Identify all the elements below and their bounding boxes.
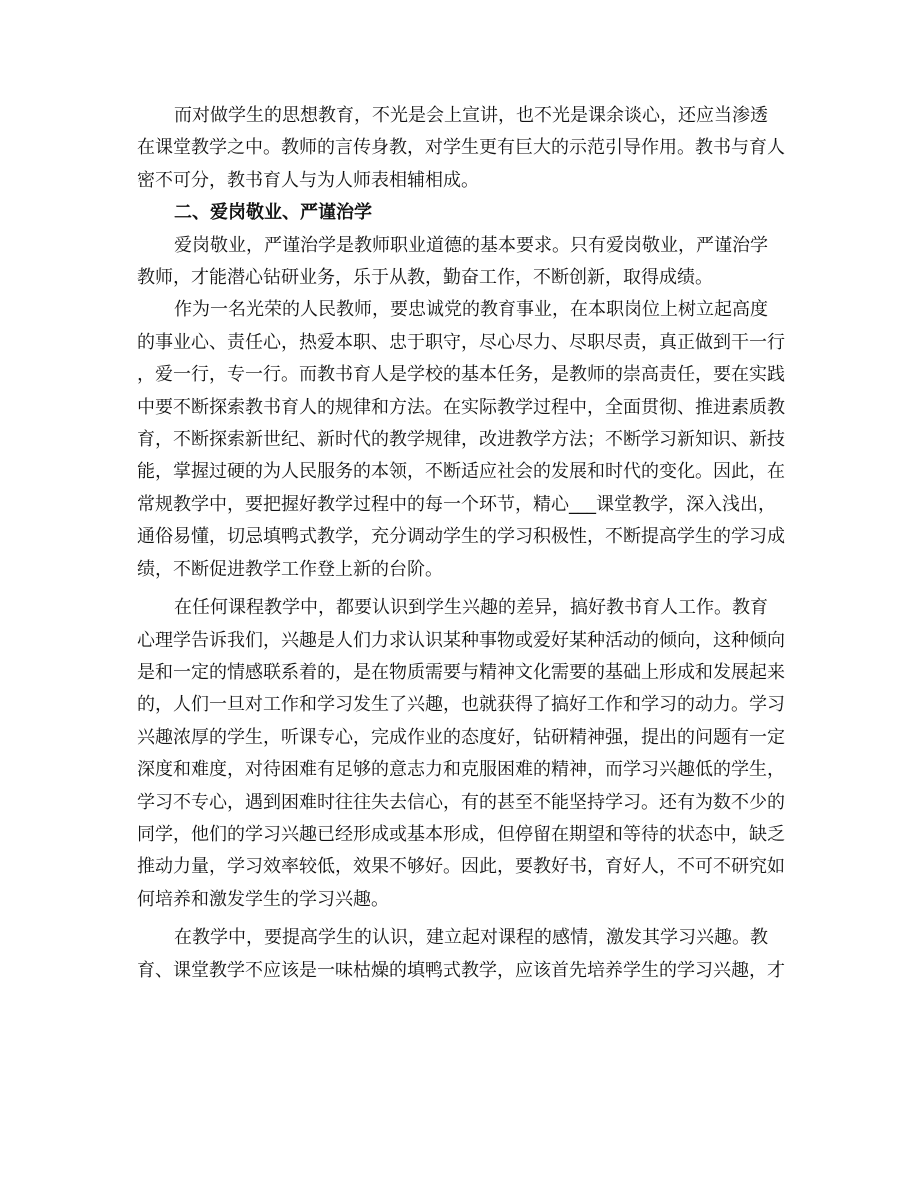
text-line: 是和一定的情感联系着的，是在物质需要与精神文化需要的基础上形成和发展起来 bbox=[137, 661, 785, 683]
paragraph-4 bbox=[137, 592, 785, 916]
text-line: 何培养和激发学生的学习兴趣。 bbox=[137, 888, 389, 910]
paragraph-2 bbox=[137, 230, 785, 295]
text-line: 而对做学生的思想教育，不光是会上宣讲，也不光是课余谈心，还应当渗透 bbox=[174, 105, 768, 126]
text-line: 育、课堂教学不应该是一味枯燥的填鸭式教学，应该首先培养学生的学习兴趣，才 bbox=[137, 959, 785, 981]
text-line: 通俗易懂，切忌填鸭式教学，充分调动学生的学习积极性，不断提高学生的学习成 bbox=[137, 526, 785, 548]
paragraph-1 bbox=[137, 100, 785, 197]
text-line: 的，人们一旦对工作和学习发生了兴趣，也就获得了搞好工作和学习的动力。学习 bbox=[137, 694, 785, 716]
text-line: 教师，才能潜心钻研业务，乐于从教，勤奋工作，不断创新，取得成绩。 bbox=[137, 267, 713, 289]
text-line: 育，不断探索新世纪、新时代的教学规律，改进教学方法；不断学习新知识、新技 bbox=[137, 429, 785, 451]
text-line: 密不可分，教书育人与为人师表相辅相成。 bbox=[137, 169, 479, 191]
section-heading bbox=[137, 197, 785, 229]
text-line: 作为一名光荣的人民教师，要忠诚党的教育事业，在本职岗位上树立起高度 bbox=[174, 299, 768, 321]
text-line: 常规教学中，要把握好教学过程中的每一个环节，精心___课堂教学，深入浅出， bbox=[137, 493, 776, 515]
text-line: 深度和难度，对待困难有足够的意志力和克服困难的精神，而学习兴趣低的学生， bbox=[137, 759, 785, 781]
paragraph-3 bbox=[137, 294, 785, 586]
text-line: 学习不专心，遇到困难时往往失去信心，有的甚至不能坚持学习。还有为数不少的 bbox=[137, 791, 785, 813]
text-line: 中要不断探索教书育人的规律和方法。在实际教学过程中，全面贯彻、推进素质教 bbox=[137, 396, 785, 418]
text-line: 推动力量，学习效率较低，效果不够好。因此，要教好书，育好人，不可不研究如 bbox=[137, 856, 785, 878]
text-line: 心理学告诉我们，兴趣是人们力求认识某种事物或爱好某种活动的倾向，这种倾向 bbox=[137, 629, 785, 651]
text-line: ，爱一行，专一行。而教书育人是学校的基本任务，是教师的崇高责任，要在实践 bbox=[137, 364, 785, 386]
text-line: 在课堂教学之中。教师的言传身教，对学生更有巨大的示范引导作用。教书与育人 bbox=[137, 137, 785, 159]
text-line: 的事业心、责任心，热爱本职、忠于职守，尽心尽力、尽职尽责，真正做到干一行 bbox=[137, 331, 785, 353]
heading-text: 二、爱岗敬业、严谨治学 bbox=[174, 202, 372, 224]
document-body bbox=[137, 100, 785, 987]
text-line: 兴趣浓厚的学生，听课专心，完成作业的态度好，钻研精神强，提出的问题有一定 bbox=[137, 726, 785, 748]
text-line: 同学，他们的学习兴趣已经形成或基本形成，但停留在期望和等待的状态中，缺乏 bbox=[137, 823, 785, 845]
paragraph-5 bbox=[137, 922, 785, 987]
text-line: 爱岗敬业，严谨治学是教师职业道德的基本要求。只有爱岗敬业，严谨治学 bbox=[174, 234, 768, 256]
text-line: 绩，不断促进教学工作登上新的台阶。 bbox=[137, 558, 443, 580]
text-line: 能，掌握过硬的为人民服务的本领，不断适应社会的发展和时代的变化。因此，在 bbox=[137, 461, 785, 483]
text-line: 在教学中，要提高学生的认识，建立起对课程的感情，激发其学习兴趣。教 bbox=[174, 927, 768, 949]
text-line: 在任何课程教学中，都要认识到学生兴趣的差异，搞好教书育人工作。教育 bbox=[174, 597, 768, 619]
